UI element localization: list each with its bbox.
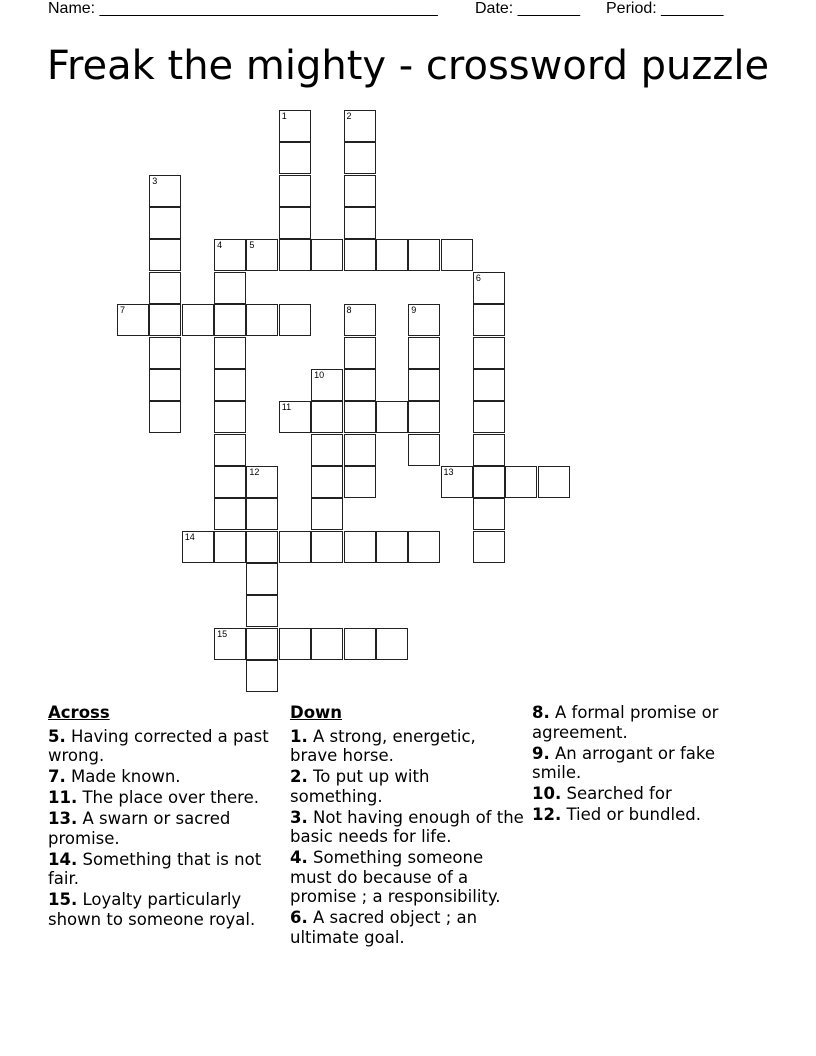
grid-cell[interactable]: [408, 434, 440, 466]
clue-number: 14.: [48, 849, 78, 869]
grid-cell[interactable]: [214, 337, 246, 369]
clue-item: [48, 767, 280, 787]
grid-cell[interactable]: [344, 175, 376, 207]
clue-item: [48, 890, 280, 929]
clue-text: A formal promise or agreement.: [532, 703, 719, 742]
grid-cell[interactable]: [246, 595, 278, 627]
clue-number: 2.: [290, 767, 308, 786]
clue-number: 8: [346, 305, 352, 316]
grid-cell[interactable]: [214, 531, 246, 563]
clue-number: 5.: [48, 726, 66, 746]
clue-number: 10: [314, 369, 325, 380]
grid-cell[interactable]: [214, 272, 246, 304]
clue-item: [290, 848, 526, 907]
grid-cell[interactable]: [408, 337, 440, 369]
clue-item: [532, 805, 768, 825]
grid-cell[interactable]: [473, 369, 505, 401]
clue-number: 10.: [532, 784, 562, 803]
grid-cell[interactable]: [182, 304, 214, 336]
grid-cell[interactable]: [344, 531, 376, 563]
grid-cell[interactable]: [214, 466, 246, 498]
grid-cell[interactable]: [214, 628, 246, 660]
grid-cell[interactable]: [408, 239, 440, 271]
grid-cell[interactable]: [311, 239, 343, 271]
grid-cell[interactable]: [344, 401, 376, 433]
grid-cell[interactable]: [149, 337, 181, 369]
grid-cell[interactable]: [214, 369, 246, 401]
grid-cell[interactable]: [344, 466, 376, 498]
clue-number: 6: [475, 272, 481, 283]
clue-number: 13.: [48, 809, 78, 828]
clue-item: [532, 784, 768, 804]
clue-item: [532, 744, 768, 783]
clue-number: 7.: [48, 767, 66, 786]
grid-cell[interactable]: [408, 304, 440, 336]
clue-number: 3.: [290, 807, 308, 827]
clue-text: Searched for: [561, 784, 672, 803]
date-label: Date:: [475, 0, 514, 17]
grid-cell[interactable]: [279, 531, 311, 563]
grid-cell[interactable]: [538, 466, 570, 498]
clue-text: To put up with something.: [290, 767, 430, 806]
grid-cell[interactable]: [246, 304, 278, 336]
clue-number: 15: [217, 628, 228, 639]
grid-cell[interactable]: [214, 434, 246, 466]
grid-cell[interactable]: [473, 304, 505, 336]
grid-cell[interactable]: [279, 401, 311, 433]
grid-cell[interactable]: [344, 207, 376, 239]
grid-cell[interactable]: [376, 239, 408, 271]
clue-number: 1: [281, 111, 287, 121]
clue-text: Something that is not fair.: [48, 849, 262, 888]
down-clues-col-2: [532, 703, 768, 826]
clue-item: [532, 703, 768, 742]
grid-cell[interactable]: [376, 628, 408, 660]
grid-cell[interactable]: [408, 531, 440, 563]
grid-cell[interactable]: [311, 628, 343, 660]
clue-number: 13: [443, 466, 454, 477]
grid-cell[interactable]: [246, 498, 278, 530]
clue-item: [290, 767, 526, 806]
clue-number: 4.: [290, 848, 308, 867]
grid-cell[interactable]: [473, 337, 505, 369]
grid-cell[interactable]: [311, 369, 343, 401]
down-clues-col-1: [290, 703, 526, 949]
clue-text: The place over there.: [77, 788, 259, 807]
grid-cell[interactable]: [149, 304, 181, 336]
clue-text: Having corrected a past wrong.: [48, 726, 269, 765]
clue-number: 7: [120, 305, 126, 316]
down-heading: Down: [290, 703, 343, 722]
clue-item: [48, 727, 280, 766]
grid-cell[interactable]: [246, 531, 278, 563]
grid-cell[interactable]: [117, 304, 149, 336]
clue-number: 4: [217, 240, 223, 251]
grid-cell[interactable]: [279, 175, 311, 207]
grid-cell[interactable]: [473, 272, 505, 304]
grid-cell[interactable]: [376, 531, 408, 563]
grid-cell[interactable]: [344, 434, 376, 466]
period-blank[interactable]: _______: [661, 0, 724, 17]
clue-item: [290, 808, 526, 847]
grid-cell[interactable]: [311, 466, 343, 498]
grid-cell[interactable]: [149, 207, 181, 239]
grid-cell[interactable]: [246, 660, 278, 692]
grid-cell[interactable]: [441, 466, 473, 498]
clue-text: Made known.: [65, 767, 181, 786]
grid-cell[interactable]: [311, 401, 343, 433]
grid-cell[interactable]: [344, 628, 376, 660]
page-title: Freak the mighty - crossword puzzle: [46, 43, 770, 89]
grid-cell[interactable]: [344, 304, 376, 336]
grid-cell[interactable]: [182, 531, 214, 563]
grid-cell[interactable]: [279, 239, 311, 271]
grid-cell[interactable]: [473, 498, 505, 530]
clue-number: 1.: [290, 726, 308, 746]
grid-cell[interactable]: [279, 207, 311, 239]
period-label: Period:: [606, 0, 657, 17]
grid-cell[interactable]: [344, 142, 376, 174]
clue-text: Loyalty particularly shown to someone royal.: [48, 890, 256, 929]
clue-number: 8.: [532, 703, 550, 722]
grid-cell[interactable]: [311, 531, 343, 563]
grid-cell[interactable]: [473, 466, 505, 498]
grid-cell[interactable]: [246, 628, 278, 660]
clue-text: Not having enough of the basic needs for life.: [290, 807, 524, 846]
grid-cell[interactable]: [473, 434, 505, 466]
grid-cell[interactable]: [214, 401, 246, 433]
grid-cell[interactable]: [473, 531, 505, 563]
clue-text: An arrogant or fake smile.: [532, 743, 716, 782]
grid-cell[interactable]: [311, 434, 343, 466]
clue-number: 6.: [290, 908, 308, 927]
grid-cell[interactable]: [344, 239, 376, 271]
clue-number: 2: [346, 111, 352, 121]
grid-cell[interactable]: [214, 304, 246, 336]
name-label: Name:: [48, 0, 96, 17]
grid-cell[interactable]: [376, 401, 408, 433]
across-clues: [48, 703, 280, 931]
clue-number: 9: [411, 305, 417, 316]
grid-cell[interactable]: [214, 498, 246, 530]
clue-number: 12: [249, 466, 260, 477]
grid-cell[interactable]: [408, 401, 440, 433]
grid-cell[interactable]: [246, 563, 278, 595]
grid-cell[interactable]: [344, 337, 376, 369]
grid-cell[interactable]: [408, 369, 440, 401]
clue-text: A strong, energetic, brave horse.: [290, 726, 476, 765]
grid-cell[interactable]: [505, 466, 537, 498]
grid-cell[interactable]: [441, 239, 473, 271]
grid-cell[interactable]: [279, 304, 311, 336]
clue-number: 12.: [532, 805, 562, 824]
clue-item: [290, 727, 526, 766]
clue-number: 3: [152, 175, 158, 186]
date-blank[interactable]: _______: [517, 0, 580, 17]
grid-cell[interactable]: [246, 466, 278, 498]
grid-cell[interactable]: [149, 401, 181, 433]
grid-cell[interactable]: [279, 628, 311, 660]
across-heading: Across: [48, 703, 110, 722]
grid-cell[interactable]: [473, 401, 505, 433]
grid-cell[interactable]: [311, 498, 343, 530]
clue-text: A swarn or sacred promise.: [48, 809, 231, 848]
grid-cell[interactable]: [149, 369, 181, 401]
grid-cell[interactable]: [214, 239, 246, 271]
grid-cell[interactable]: [149, 239, 181, 271]
clue-item: [48, 809, 280, 848]
clue-item: [290, 908, 526, 947]
clue-number: 9.: [532, 743, 550, 763]
clue-text: Tied or bundled.: [561, 805, 701, 824]
grid-cell[interactable]: [149, 272, 181, 304]
grid-cell[interactable]: [149, 175, 181, 207]
clue-item: [48, 850, 280, 889]
clue-text: A sacred object ; an ultimate goal.: [290, 908, 478, 947]
name-blank[interactable]: ______________________________________: [99, 0, 438, 17]
grid-cell[interactable]: [279, 110, 311, 142]
clue-item: [48, 788, 280, 808]
clue-number: 5: [249, 240, 255, 251]
grid-cell[interactable]: [246, 239, 278, 271]
clue-number: 14: [184, 531, 195, 542]
clue-number: 11.: [48, 788, 78, 807]
clue-number: 11: [281, 402, 292, 413]
clue-text: Something someone must do because of a promise ; a responsibility.: [290, 848, 501, 906]
grid-cell[interactable]: [279, 142, 311, 174]
clue-number: 15.: [48, 890, 78, 909]
grid-cell[interactable]: [344, 369, 376, 401]
grid-cell[interactable]: [344, 110, 376, 142]
